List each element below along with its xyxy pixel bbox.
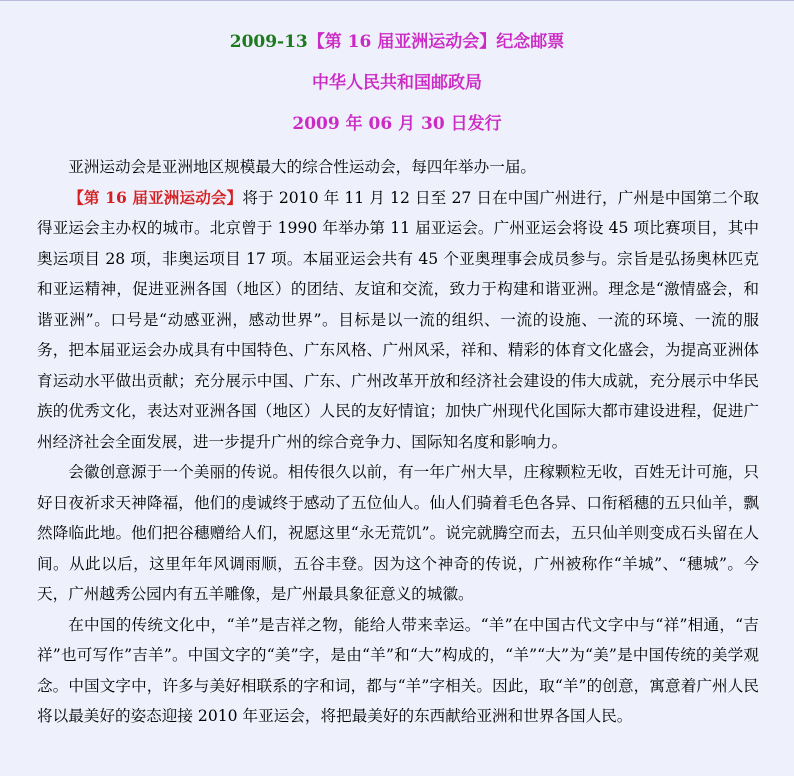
paragraph-event-text: 将于 2010 年 11 月 12 日至 27 日在中国广州进行，广州是中国第二个取得亚运会主办权的城市。北京曾于 1990 年举办第 11 届亚运会。广州亚运会将设 45 项比赛项目，其中奥运项目 28 项，非奥运项目 17 项。本届亚运会共有 45 个亚奥理事会成员参与。宗旨是弘扬奥林匹克和亚运精神，促进亚洲各国（地区）的团结、友谊和交流，致力于构建和谐亚洲。理念是“激情盛会，和谐亚洲”。口号是“动感亚洲，感动世界”。目标是以一流的组织、一流的设施、一流的环境、一流的服务，把本届亚运会办成具有中国特色、广东风格、广州风采，祥和、精彩的体育文化盛会，为提高亚洲体育运动水平做出贡献；充分展示中国、广东、广州改革开放和经济社会建设的伟大成就，充分展示中华民族的优秀文化，表达对亚洲各国（地区）人民的友好情谊；加快广州现代化国际大都市建设进程，促进广州经济社会全面发展，进一步提升广州的综合竞争力、国际知名度和影响力。 [37,188,759,451]
stamp-title-suffix: 纪念邮票 [496,32,565,52]
top-border [0,0,794,1]
stamp-code: 2009-13 [229,32,308,52]
issuer-name: 中华人民共和国邮政局 [312,73,482,93]
stamp-event-name: 【第 16 届亚洲运动会】 [307,32,497,52]
paragraph-intro: 亚洲运动会是亚洲地区规模最大的综合性运动会，每四年举办一届。 [68,158,537,176]
paragraph-emblem: 会徽创意源于一个美丽的传说。相传很久以前，有一年广州大旱，庄稼颗粒无收，百姓无计可施，只好日夜祈求天神降福，他们的虔诚终于感动了五位仙人。仙人们骑着毛色各异、口衔稻穗的五只仙羊，飘然降临此地。他们把谷穗赠给人们，祝愿这里“永无荒饥”。说完就腾空而去，五只仙羊则变成石头留在人间。从此以后，这里年年风调雨顺，五谷丰登。因为这个神奇的传说，广州被称作“羊城”、“穗城”。今天，广州越秀公园内有五羊雕像，是广州最具象征意义的城徽。 [37,463,759,603]
article-body [37,152,759,732]
paragraph-event [37,183,759,458]
event-highlight: 【第 16 届亚洲运动会】 [68,187,243,207]
paragraph-culture: 在中国的传统文化中，“羊”是吉祥之物，能给人带来幸运。“羊”在中国古代文字中与“祥”相通，“吉祥”也可写作”吉羊”。中国文字的“美”字，是由“羊”和“大”构成的，“羊”“大”为“美”是中国传统的美学观念。中国文字中，许多与美好相联系的字和词，都与“羊”字相关。因此，取“羊”的创意，寓意着广州人民将以最美好的姿态迎接 2010 年亚运会，将把最美好的东西献给亚洲和世界各国人民。 [37,615,759,725]
issue-date: 2009 年 06 月 30 日发行 [292,114,502,134]
stamp-title [0,27,794,52]
